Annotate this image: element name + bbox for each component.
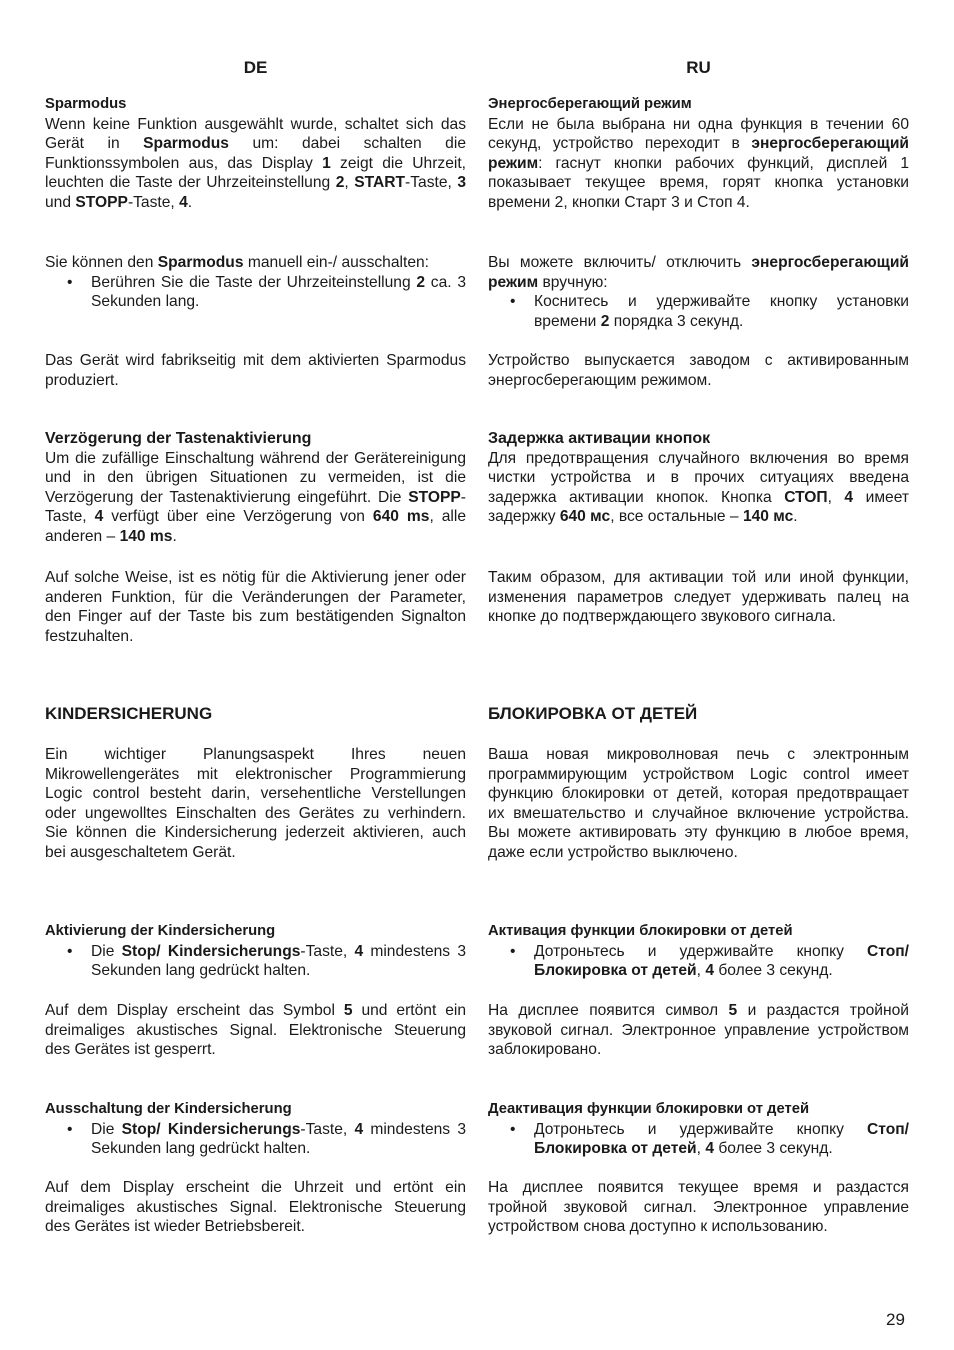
sparmodus-bullet-de: • Berühren Sie die Taste der Uhrzeiteinstellung 2 ca. 3 Sekunden lang. xyxy=(67,273,467,311)
language-heading-de: DE xyxy=(243,58,268,77)
kinder-section-ru xyxy=(488,704,909,724)
bold-text-run: энергосберегающий режим xyxy=(488,254,909,291)
sparmodus-factory-de: Das Gerät wird fabrikseitig mit dem aktivierten Sparmodus produziert. xyxy=(45,352,466,389)
bold-text-run: 640 ms xyxy=(372,508,430,526)
bold-text-run: Stop/ Kindersicherungs xyxy=(121,1120,301,1138)
text-run: Wenn keine Funktion ausgewählt wurde, schaltet sich das Gerät in xyxy=(45,115,466,153)
delay-paragraph2-de: Auf solche Weise, ist es nötig für die Aktivierung jener oder anderen Funktion, für die Veränderungen der Parameter, den Finger auf der Taste bis zum bestätigenden Signalton festzuhalten. xyxy=(45,569,466,645)
text-run: Die xyxy=(91,1120,122,1138)
text-run: . xyxy=(172,527,177,545)
language-heading-ru: RU xyxy=(686,58,711,77)
bold-text-run: STOPP xyxy=(408,488,461,506)
text-run: manuell ein-/ ausschalten: xyxy=(243,254,429,271)
deactivation-title-ru: Деактивация функции блокировки от детей xyxy=(488,1101,810,1117)
bold-text-run: 4 xyxy=(354,1120,364,1138)
bold-text-run: 2 xyxy=(335,174,345,192)
bold-text-run: 2 xyxy=(600,312,610,330)
bold-text-run: 4 xyxy=(179,193,188,211)
text-run: und ertönt ein dreimaliges akustisches Signal. Elektronische Steuerung des Gerätes ist gesperrt. xyxy=(45,1002,467,1059)
activation-section-de xyxy=(45,922,466,981)
text-run: Дотроньтесь и удерживайте кнопку xyxy=(534,1120,868,1138)
sparmodus-title-de: Sparmodus xyxy=(45,96,127,112)
sparmodus-section-de xyxy=(45,95,466,213)
text-run: , xyxy=(696,1140,706,1158)
text-run: , xyxy=(344,174,355,192)
bold-text-run: СТОП xyxy=(784,488,828,506)
sparmodus-bullet-ru: • Коснитесь и удерживайте кнопку установки времени 2 порядка 3 секунд. xyxy=(510,293,909,330)
deactivation-bullet-de: • Die Stop/ Kindersicherungs-Taste, 4 mindestens 3 Sekunden lang gedrückt halten. xyxy=(67,1120,466,1158)
delay-paragraph-de xyxy=(45,449,466,547)
bold-text-run: START xyxy=(354,174,406,192)
sparmodus-manual-de xyxy=(45,253,466,312)
text-run: ca. 3 Sekunden lang. xyxy=(91,273,467,311)
text-run: более 3 секунд. xyxy=(714,1140,833,1158)
bold-text-run: энергосберегающий режим xyxy=(488,135,909,172)
text-run: Вы можете включить/ отключить xyxy=(488,254,752,271)
deactivation-paragraph-ru: На дисплее появится текущее время и раздастся тройной звуковой сигнал. Электронное управление устройством снова доступно к использованию. xyxy=(488,1179,909,1236)
delay-section-de xyxy=(45,429,466,547)
bold-text-run: Стоп/ Блокировка от детей xyxy=(534,942,909,980)
deactivation-paragraph-de: Auf dem Display erscheint die Uhrzeit und ertönt ein dreimaliges akustisches Signal. Elektronische Steuerung des Gerätes ist wieder Betriebsbereit. xyxy=(45,1179,466,1236)
activation-paragraph-de xyxy=(45,1001,466,1060)
text-run: . xyxy=(793,508,798,526)
text-run: Auf dem Display erscheint das Symbol xyxy=(45,1002,344,1019)
text-run: Berühren Sie die Taste der Uhrzeiteinstellung xyxy=(91,273,417,291)
bold-text-run: 640 мс xyxy=(559,508,611,526)
delay-title-de: Verzögerung der Tastenaktivierung xyxy=(45,430,312,447)
activation-title-ru: Активация функции блокировки от детей xyxy=(488,923,793,939)
sparmodus-bullet-text-ru xyxy=(534,293,909,330)
deactivation-bullet-ru: • Дотроньтесь и удерживайте кнопку Стоп/ Блокировка от детей, 4 более 3 секунд. xyxy=(510,1120,909,1158)
deactivation-section-de xyxy=(45,1100,466,1159)
kinder-section-de xyxy=(45,704,466,724)
sparmodus-bullet-text-de xyxy=(91,274,466,311)
activation-bullet-text-ru xyxy=(534,943,909,980)
text-run: zeigt die Uhrzeit, leuchten die Taste der Uhrzeiteinstellung xyxy=(45,154,466,192)
bold-text-run: 5 xyxy=(728,1002,738,1019)
sparmodus-factory-ru: Устройство выпускается заводом с активированным энергосберегающим режимом. xyxy=(488,352,909,389)
sparmodus-manual-text-de xyxy=(45,253,466,273)
kinder-paragraph-de: Ein wichtiger Planungsaspekt Ihres neuen Mikrowellengerätes mit elektronischer Programmierung Logic control besteht darin, versehentliche Verstellungen oder ungewolltes Einschalten des Gerätes zu verhindern. Sie können die Kindersicherung jederzeit aktivieren, auch bei ausgeschaltetem Gerät. xyxy=(45,746,466,861)
bold-text-run: 3 xyxy=(457,174,467,192)
text-run: Sie können den xyxy=(45,254,158,271)
delay-title-ru: Задержка активации кнопок xyxy=(488,430,711,447)
bold-text-run: 140 ms xyxy=(119,527,173,545)
activation-bullet-de: • Die Stop/ Kindersicherungs-Taste, 4 mindestens 3 Sekunden lang gedrückt halten. xyxy=(67,942,466,980)
bold-text-run: 1 xyxy=(322,154,331,172)
sparmodus-paragraph-de xyxy=(45,115,466,213)
page-number: 29 xyxy=(886,1310,905,1329)
text-run: , xyxy=(827,488,845,506)
text-run: Um die zufällige Einschaltung während der Gerätereinigung und in den übrigen Situationen zu vermeiden, ist die Verzögerung der Tastenaktivierung eingeführt. Die xyxy=(45,449,466,506)
bold-text-run: 4 xyxy=(94,508,104,526)
bold-text-run: STOPP xyxy=(75,193,128,211)
sparmodus-section-ru xyxy=(488,95,909,213)
deactivation-bullet-text-ru xyxy=(534,1121,909,1158)
text-run: -Taste, xyxy=(300,942,355,960)
bold-text-run: 140 мс xyxy=(742,508,794,526)
text-run: um: dabei schalten die Funktionssymbolen aus, das Display xyxy=(45,135,466,172)
bold-text-run: 2 xyxy=(416,273,426,291)
text-run: -Taste, xyxy=(127,193,180,211)
text-run: Дотроньтесь и удерживайте кнопку xyxy=(534,942,868,960)
text-run: , все остальные – xyxy=(610,508,743,526)
sparmodus-paragraph-ru xyxy=(488,115,909,213)
bold-text-run: Стоп/ Блокировка от детей xyxy=(534,1120,909,1158)
delay-paragraph-ru xyxy=(488,449,909,527)
bold-text-run: 5 xyxy=(343,1002,353,1019)
text-run: . xyxy=(187,193,193,211)
bold-text-run: Sparmodus xyxy=(143,135,229,153)
sparmodus-title-ru: Энергосберегающий режим xyxy=(488,96,692,112)
text-run: более 3 секунд. xyxy=(714,962,833,980)
deactivation-title-de: Ausschaltung der Kindersicherung xyxy=(45,1101,292,1117)
activation-section-ru xyxy=(488,922,909,981)
sparmodus-manual-text-ru xyxy=(488,253,909,292)
text-run: , alle anderen – xyxy=(45,508,466,545)
sparmodus-manual-ru xyxy=(488,253,909,331)
deactivation-section-ru xyxy=(488,1100,909,1159)
text-run: und xyxy=(45,193,76,211)
text-run: вручную: xyxy=(538,273,608,291)
text-run: порядка 3 секунд. xyxy=(609,312,744,330)
text-run: verfügt über eine Verzögerung von xyxy=(103,508,373,526)
kinder-paragraph-ru: Ваша новая микроволновая печь с электронным программирующим устройством Logic control имеет функцию блокировки от детей, которая предотвращает их вмешательство и случайное включение устройства. Вы можете активировать эту функцию в любое время, даже если устройство выключено. xyxy=(488,746,909,861)
activation-paragraph-ru xyxy=(488,1001,909,1060)
text-run: , xyxy=(696,962,706,980)
text-run: Если не была выбрана ни одна функция в течении 60 секунд, устройство переходит в xyxy=(488,115,909,153)
text-run: mindestens 3 Sekunden lang gedrückt halten. xyxy=(91,1120,466,1158)
text-run: -Taste, xyxy=(405,174,458,192)
deactivation-bullet-text-de xyxy=(91,1121,466,1158)
text-run: имеет задержку xyxy=(488,488,910,526)
delay-section-ru xyxy=(488,429,909,527)
bold-text-run: 4 xyxy=(844,488,854,506)
bold-text-run: Stop/ Kindersicherungs xyxy=(121,942,301,960)
text-run: На дисплее появится символ xyxy=(488,1002,729,1019)
activation-bullet-ru: • Дотроньтесь и удерживайте кнопку Стоп/ Блокировка от детей, 4 более 3 секунд. xyxy=(510,942,909,980)
bold-text-run: Sparmodus xyxy=(157,254,244,271)
activation-title-de: Aktivierung der Kindersicherung xyxy=(45,923,276,939)
text-run: и раздастся тройной звуковой сигнал. Электронное управление устройством заблокировано. xyxy=(488,1002,909,1059)
bold-text-run: 4 xyxy=(705,962,714,980)
bold-text-run: 4 xyxy=(354,942,364,960)
delay-paragraph2-ru: Таким образом, для активации той или иной функции, изменения параметров следует удерживать палец на кнопке до подтверждающего звукового сигнала. xyxy=(488,569,909,626)
kinder-title-ru: БЛОКИРОВКА ОТ ДЕТЕЙ xyxy=(488,704,698,723)
bold-text-run: 4 xyxy=(705,1140,714,1158)
activation-bullet-text-de xyxy=(91,943,466,980)
text-run: mindestens 3 Sekunden lang gedrückt halten. xyxy=(91,942,466,980)
text-run: : гаснут кнопки рабочих функций, дисплей 1 показывает текущее время, горят кнопка установки времени 2, кнопки Старт 3 и Стоп 4. xyxy=(488,154,909,211)
text-run: Для предотвращения случайного включения во время чистки устройства и в прочих ситуациях введена задержка активации кнопок. Кнопка xyxy=(488,449,909,506)
text-run: Die xyxy=(91,942,122,960)
text-run: -Taste, xyxy=(300,1120,355,1138)
text-run: Коснитесь и удерживайте кнопку установки времени xyxy=(534,293,909,330)
kinder-title-de: KINDERSICHERUNG xyxy=(45,704,213,723)
text-run: -Taste, xyxy=(45,488,466,526)
